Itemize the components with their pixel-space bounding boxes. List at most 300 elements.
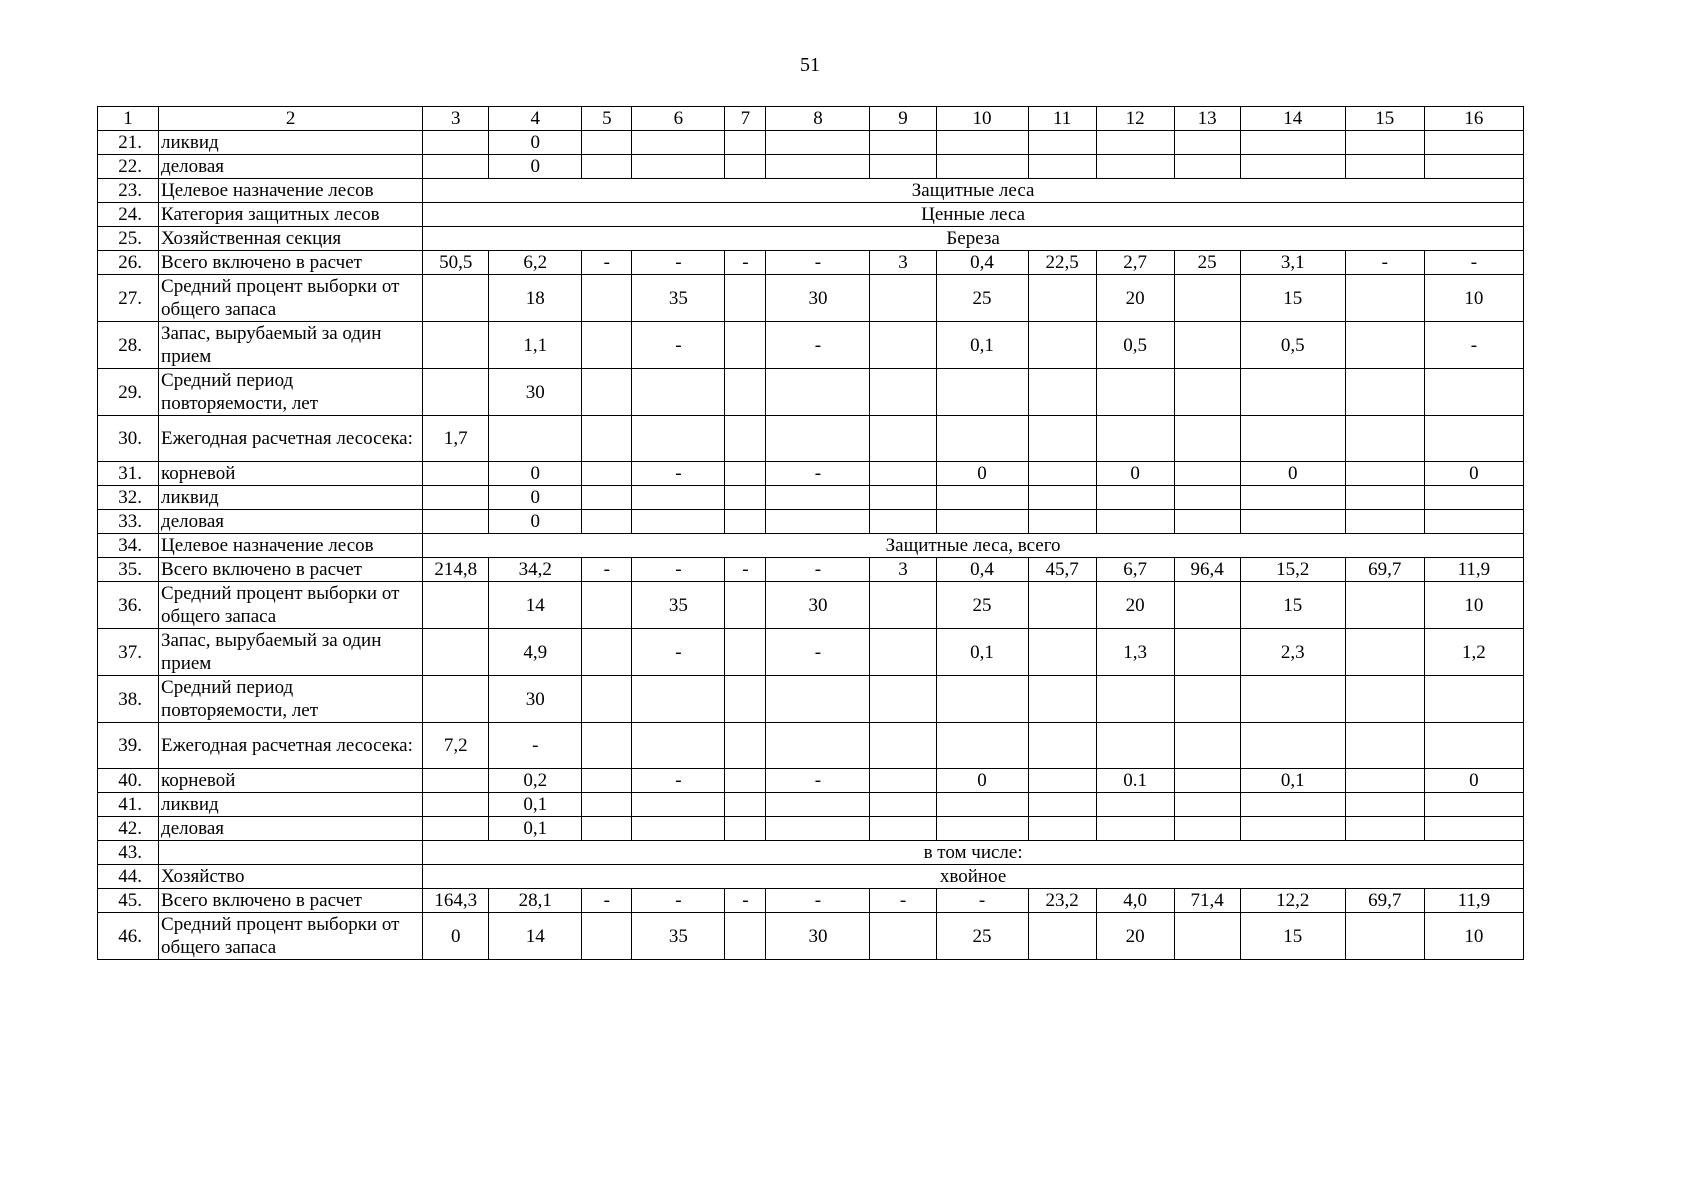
forest-calculation-table xyxy=(97,106,1524,960)
row-number-cell: 38. xyxy=(98,676,159,723)
value-cell: - xyxy=(766,322,870,369)
table-row xyxy=(98,416,1524,462)
value-cell xyxy=(632,486,725,510)
row-label-cell: Средний процент выборки от общего запаса xyxy=(159,913,423,960)
value-cell xyxy=(1174,462,1240,486)
value-cell xyxy=(1174,913,1240,960)
value-cell xyxy=(725,676,766,723)
value-cell xyxy=(725,275,766,322)
value-cell xyxy=(582,817,632,841)
value-cell xyxy=(936,817,1028,841)
value-cell xyxy=(582,155,632,179)
value-cell xyxy=(725,131,766,155)
value-cell: 1,2 xyxy=(1424,629,1523,676)
value-cell xyxy=(1096,486,1174,510)
value-cell: - xyxy=(725,889,766,913)
value-cell xyxy=(1028,676,1096,723)
value-cell xyxy=(1240,131,1345,155)
row-number-cell: 44. xyxy=(98,865,159,889)
row-number-cell: 32. xyxy=(98,486,159,510)
value-cell: 15,2 xyxy=(1240,558,1345,582)
value-cell xyxy=(1174,155,1240,179)
value-cell: 30 xyxy=(489,369,582,416)
table-row xyxy=(98,793,1524,817)
value-cell: 23,2 xyxy=(1028,889,1096,913)
table-row xyxy=(98,676,1524,723)
value-cell: 0 xyxy=(936,462,1028,486)
value-cell: 0,1 xyxy=(489,817,582,841)
value-cell: 3 xyxy=(870,558,936,582)
value-cell xyxy=(582,913,632,960)
column-number-cell: 9 xyxy=(870,107,936,131)
value-cell xyxy=(870,155,936,179)
value-cell: 22,5 xyxy=(1028,251,1096,275)
value-cell xyxy=(632,817,725,841)
value-cell: 10 xyxy=(1424,913,1523,960)
value-cell: 0,1 xyxy=(936,629,1028,676)
value-cell xyxy=(1028,369,1096,416)
row-number-cell: 26. xyxy=(98,251,159,275)
value-cell xyxy=(1096,793,1174,817)
table-row xyxy=(98,913,1524,960)
value-cell: 11,9 xyxy=(1424,889,1523,913)
row-number-cell: 28. xyxy=(98,322,159,369)
value-cell: - xyxy=(1345,251,1424,275)
row-label-cell: Всего включено в расчет xyxy=(159,889,423,913)
value-cell: 0,5 xyxy=(1240,322,1345,369)
row-label-cell: ликвид xyxy=(159,131,423,155)
value-cell: 0 xyxy=(489,155,582,179)
value-cell xyxy=(582,462,632,486)
value-cell: 69,7 xyxy=(1345,889,1424,913)
value-cell xyxy=(1345,322,1424,369)
value-cell xyxy=(1345,676,1424,723)
table-row xyxy=(98,462,1524,486)
value-cell xyxy=(725,322,766,369)
value-cell xyxy=(1345,416,1424,462)
value-cell: 0 xyxy=(489,486,582,510)
row-label-cell: корневой xyxy=(159,769,423,793)
value-cell xyxy=(1096,131,1174,155)
value-cell xyxy=(1096,510,1174,534)
value-cell: - xyxy=(766,889,870,913)
value-cell xyxy=(1028,416,1096,462)
value-cell: - xyxy=(582,558,632,582)
value-cell xyxy=(1028,322,1096,369)
value-cell xyxy=(936,793,1028,817)
value-cell xyxy=(766,723,870,769)
value-cell xyxy=(1240,416,1345,462)
row-number-cell: 33. xyxy=(98,510,159,534)
value-cell xyxy=(1028,793,1096,817)
value-cell xyxy=(936,155,1028,179)
value-cell: 14 xyxy=(489,913,582,960)
row-label-cell: Запас, вырубаемый за один прием xyxy=(159,322,423,369)
value-cell: 0,1 xyxy=(936,322,1028,369)
value-cell: 20 xyxy=(1096,582,1174,629)
value-cell xyxy=(1174,322,1240,369)
value-cell: 25 xyxy=(1174,251,1240,275)
value-cell xyxy=(582,676,632,723)
row-number-cell: 35. xyxy=(98,558,159,582)
value-cell: 4,0 xyxy=(1096,889,1174,913)
column-number-cell: 16 xyxy=(1424,107,1523,131)
value-cell xyxy=(423,131,489,155)
table-row xyxy=(98,251,1524,275)
value-cell xyxy=(1028,629,1096,676)
value-cell: 30 xyxy=(766,913,870,960)
value-cell: 6,2 xyxy=(489,251,582,275)
value-cell xyxy=(632,676,725,723)
value-cell: 0,4 xyxy=(936,558,1028,582)
table-row xyxy=(98,486,1524,510)
value-cell xyxy=(725,510,766,534)
value-cell xyxy=(1345,369,1424,416)
section-heading-cell: Защитные леса xyxy=(423,179,1524,203)
row-label-cell: деловая xyxy=(159,817,423,841)
value-cell xyxy=(423,769,489,793)
value-cell: 0 xyxy=(489,462,582,486)
value-cell: - xyxy=(632,629,725,676)
table-row xyxy=(98,817,1524,841)
section-heading-cell: Береза xyxy=(423,227,1524,251)
value-cell xyxy=(936,369,1028,416)
value-cell xyxy=(1424,486,1523,510)
value-cell xyxy=(1424,676,1523,723)
value-cell xyxy=(936,416,1028,462)
value-cell xyxy=(936,676,1028,723)
value-cell xyxy=(1345,486,1424,510)
value-cell: - xyxy=(489,723,582,769)
row-number-cell: 31. xyxy=(98,462,159,486)
value-cell xyxy=(1028,155,1096,179)
page-number: 51 xyxy=(800,54,820,76)
value-cell: - xyxy=(725,251,766,275)
row-number-cell: 21. xyxy=(98,131,159,155)
row-label-cell: Средний процент выборки от общего запаса xyxy=(159,275,423,322)
value-cell xyxy=(1174,676,1240,723)
value-cell xyxy=(725,462,766,486)
value-cell xyxy=(725,769,766,793)
column-number-cell: 4 xyxy=(489,107,582,131)
value-cell: - xyxy=(582,889,632,913)
value-cell xyxy=(632,510,725,534)
value-cell: 18 xyxy=(489,275,582,322)
value-cell: - xyxy=(936,889,1028,913)
value-cell xyxy=(870,416,936,462)
row-number-cell: 29. xyxy=(98,369,159,416)
value-cell xyxy=(725,155,766,179)
table-row xyxy=(98,865,1524,889)
section-heading-cell: Защитные леса, всего xyxy=(423,534,1524,558)
value-cell xyxy=(1174,793,1240,817)
value-cell xyxy=(870,793,936,817)
value-cell xyxy=(582,793,632,817)
value-cell xyxy=(423,486,489,510)
value-cell xyxy=(582,369,632,416)
row-label-cell: Всего включено в расчет xyxy=(159,251,423,275)
row-number-cell: 40. xyxy=(98,769,159,793)
table-row xyxy=(98,179,1524,203)
value-cell: - xyxy=(632,462,725,486)
value-cell: 35 xyxy=(632,275,725,322)
value-cell xyxy=(1240,369,1345,416)
value-cell xyxy=(766,369,870,416)
row-label-cell: ликвид xyxy=(159,793,423,817)
value-cell xyxy=(936,486,1028,510)
row-label-cell xyxy=(159,841,423,865)
value-cell: 164,3 xyxy=(423,889,489,913)
table-row xyxy=(98,841,1524,865)
value-cell: 0 xyxy=(489,510,582,534)
value-cell xyxy=(1345,510,1424,534)
column-number-row xyxy=(98,107,1524,131)
value-cell: - xyxy=(766,462,870,486)
row-label-cell: Целевое назначение лесов xyxy=(159,534,423,558)
value-cell: 20 xyxy=(1096,275,1174,322)
value-cell xyxy=(766,793,870,817)
value-cell: 0 xyxy=(1096,462,1174,486)
value-cell xyxy=(725,913,766,960)
value-cell: - xyxy=(632,322,725,369)
value-cell xyxy=(1174,369,1240,416)
value-cell xyxy=(1028,582,1096,629)
value-cell xyxy=(423,582,489,629)
value-cell: - xyxy=(725,558,766,582)
value-cell xyxy=(870,510,936,534)
value-cell: 45,7 xyxy=(1028,558,1096,582)
value-cell: 3,1 xyxy=(1240,251,1345,275)
value-cell xyxy=(1028,723,1096,769)
row-number-cell: 24. xyxy=(98,203,159,227)
value-cell xyxy=(1424,510,1523,534)
row-number-cell: 34. xyxy=(98,534,159,558)
value-cell xyxy=(1424,131,1523,155)
value-cell xyxy=(725,369,766,416)
value-cell xyxy=(632,155,725,179)
row-label-cell: Ежегодная расчетная лесосека: xyxy=(159,723,423,769)
section-heading-cell: в том числе: xyxy=(423,841,1524,865)
value-cell: 30 xyxy=(766,582,870,629)
value-cell xyxy=(1345,769,1424,793)
value-cell xyxy=(1345,131,1424,155)
value-cell xyxy=(582,723,632,769)
value-cell xyxy=(870,131,936,155)
value-cell xyxy=(1345,462,1424,486)
value-cell xyxy=(1174,817,1240,841)
row-label-cell: Целевое назначение лесов xyxy=(159,179,423,203)
table-row xyxy=(98,723,1524,769)
value-cell xyxy=(582,131,632,155)
value-cell: 0.1 xyxy=(1096,769,1174,793)
row-label-cell: деловая xyxy=(159,510,423,534)
value-cell: 35 xyxy=(632,582,725,629)
value-cell: 20 xyxy=(1096,913,1174,960)
value-cell: 71,4 xyxy=(1174,889,1240,913)
value-cell xyxy=(725,817,766,841)
value-cell xyxy=(632,723,725,769)
value-cell: 6,7 xyxy=(1096,558,1174,582)
value-cell: 69,7 xyxy=(1345,558,1424,582)
value-cell: 25 xyxy=(936,275,1028,322)
value-cell xyxy=(1174,275,1240,322)
value-cell xyxy=(632,369,725,416)
row-number-cell: 41. xyxy=(98,793,159,817)
value-cell xyxy=(766,676,870,723)
value-cell xyxy=(766,510,870,534)
value-cell xyxy=(1424,723,1523,769)
value-cell xyxy=(1174,629,1240,676)
column-number-cell: 12 xyxy=(1096,107,1174,131)
value-cell xyxy=(423,793,489,817)
value-cell xyxy=(632,416,725,462)
row-number-cell: 36. xyxy=(98,582,159,629)
value-cell: 2,7 xyxy=(1096,251,1174,275)
section-heading-cell: хвойное xyxy=(423,865,1524,889)
column-number-cell: 13 xyxy=(1174,107,1240,131)
row-number-cell: 30. xyxy=(98,416,159,462)
value-cell: 10 xyxy=(1424,275,1523,322)
value-cell xyxy=(1174,131,1240,155)
value-cell: - xyxy=(766,251,870,275)
value-cell: 0 xyxy=(936,769,1028,793)
value-cell: 0,5 xyxy=(1096,322,1174,369)
value-cell xyxy=(1345,817,1424,841)
value-cell: 10 xyxy=(1424,582,1523,629)
table-row xyxy=(98,769,1524,793)
value-cell xyxy=(632,131,725,155)
value-cell xyxy=(766,131,870,155)
row-number-cell: 42. xyxy=(98,817,159,841)
value-cell: 4,9 xyxy=(489,629,582,676)
row-number-cell: 39. xyxy=(98,723,159,769)
value-cell: 0 xyxy=(1424,769,1523,793)
value-cell xyxy=(1345,629,1424,676)
value-cell: - xyxy=(870,889,936,913)
value-cell: 214,8 xyxy=(423,558,489,582)
table-row xyxy=(98,131,1524,155)
table-row xyxy=(98,534,1524,558)
value-cell xyxy=(423,817,489,841)
value-cell: 25 xyxy=(936,913,1028,960)
row-label-cell: Хозяйство xyxy=(159,865,423,889)
value-cell xyxy=(423,629,489,676)
column-number-cell: 14 xyxy=(1240,107,1345,131)
value-cell: 15 xyxy=(1240,275,1345,322)
row-label-cell: Средний период повторяемости, лет xyxy=(159,369,423,416)
value-cell: 11,9 xyxy=(1424,558,1523,582)
value-cell xyxy=(870,369,936,416)
row-label-cell: Средний процент выборки от общего запаса xyxy=(159,582,423,629)
value-cell: 34,2 xyxy=(489,558,582,582)
row-number-cell: 25. xyxy=(98,227,159,251)
value-cell: 1,3 xyxy=(1096,629,1174,676)
table-row xyxy=(98,889,1524,913)
value-cell: 30 xyxy=(766,275,870,322)
row-label-cell: деловая xyxy=(159,155,423,179)
column-number-cell: 7 xyxy=(725,107,766,131)
value-cell xyxy=(1028,275,1096,322)
row-label-cell: Ежегодная расчетная лесосека: xyxy=(159,416,423,462)
value-cell xyxy=(1345,582,1424,629)
value-cell: 15 xyxy=(1240,913,1345,960)
value-cell: 1,7 xyxy=(423,416,489,462)
value-cell xyxy=(1424,793,1523,817)
value-cell xyxy=(1096,817,1174,841)
value-cell xyxy=(1240,510,1345,534)
value-cell: 25 xyxy=(936,582,1028,629)
value-cell xyxy=(1028,510,1096,534)
value-cell xyxy=(582,322,632,369)
value-cell: - xyxy=(766,558,870,582)
row-number-cell: 27. xyxy=(98,275,159,322)
row-number-cell: 37. xyxy=(98,629,159,676)
value-cell: 35 xyxy=(632,913,725,960)
value-cell xyxy=(1028,486,1096,510)
value-cell xyxy=(725,416,766,462)
value-cell: 0 xyxy=(423,913,489,960)
table-row xyxy=(98,227,1524,251)
value-cell xyxy=(1174,416,1240,462)
column-number-cell: 8 xyxy=(766,107,870,131)
value-cell xyxy=(1424,416,1523,462)
row-label-cell: Всего включено в расчет xyxy=(159,558,423,582)
value-cell: 30 xyxy=(489,676,582,723)
value-cell xyxy=(1028,913,1096,960)
value-cell xyxy=(423,275,489,322)
value-cell xyxy=(870,629,936,676)
value-cell: 1,1 xyxy=(489,322,582,369)
column-number-cell: 15 xyxy=(1345,107,1424,131)
value-cell xyxy=(725,486,766,510)
table-row xyxy=(98,510,1524,534)
value-cell xyxy=(766,486,870,510)
column-number-cell: 2 xyxy=(159,107,423,131)
value-cell: 15 xyxy=(1240,582,1345,629)
row-label-cell: Хозяйственная секция xyxy=(159,227,423,251)
value-cell xyxy=(582,582,632,629)
table-row xyxy=(98,582,1524,629)
value-cell xyxy=(1174,723,1240,769)
value-cell xyxy=(870,676,936,723)
row-label-cell: корневой xyxy=(159,462,423,486)
value-cell xyxy=(936,510,1028,534)
value-cell: - xyxy=(632,889,725,913)
value-cell: 2,3 xyxy=(1240,629,1345,676)
column-number-cell: 10 xyxy=(936,107,1028,131)
value-cell xyxy=(582,275,632,322)
value-cell: 7,2 xyxy=(423,723,489,769)
value-cell xyxy=(766,817,870,841)
row-number-cell: 45. xyxy=(98,889,159,913)
value-cell xyxy=(766,416,870,462)
value-cell xyxy=(632,793,725,817)
value-cell xyxy=(582,486,632,510)
value-cell xyxy=(725,793,766,817)
value-cell xyxy=(870,582,936,629)
value-cell xyxy=(1345,793,1424,817)
value-cell xyxy=(423,462,489,486)
value-cell xyxy=(870,275,936,322)
row-label-cell: Запас, вырубаемый за один прием xyxy=(159,629,423,676)
value-cell xyxy=(1345,723,1424,769)
value-cell: 0,1 xyxy=(489,793,582,817)
value-cell xyxy=(1174,582,1240,629)
value-cell xyxy=(1028,131,1096,155)
value-cell xyxy=(870,769,936,793)
value-cell xyxy=(1240,676,1345,723)
table-row xyxy=(98,322,1524,369)
